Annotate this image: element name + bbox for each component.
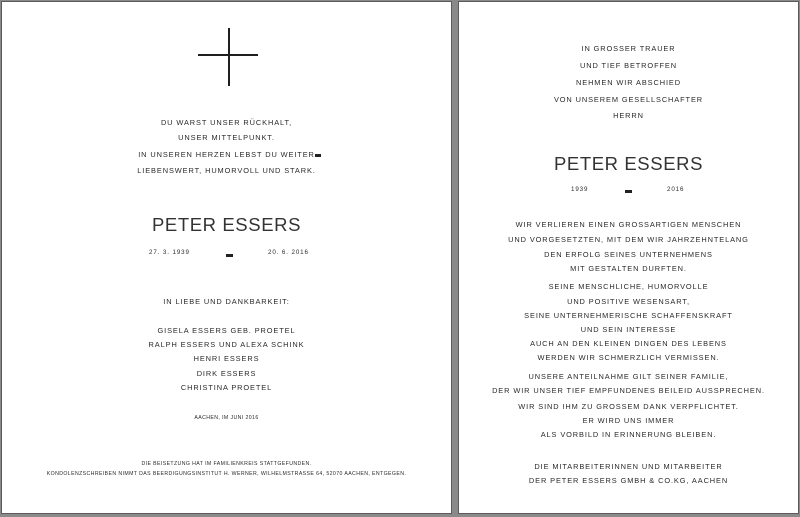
header-line: HERRN: [613, 111, 644, 120]
paragraph-line: ER WIRD UNS IMMER: [582, 416, 675, 425]
family-member: DIRK ESSERS: [196, 369, 257, 378]
death-year: 2016: [667, 186, 685, 193]
family-intro: IN LIEBE UND DANKBARKEIT:: [163, 297, 290, 306]
paragraph-line: UND POSITIVE WESENSART,: [567, 297, 690, 306]
paragraph-line: DER WIR UNSER TIEF EMPFUNDENES BEILEID AUSSPRECHEN.: [492, 386, 765, 395]
place-date: AACHEN, IM JUNI 2016: [194, 415, 259, 421]
birth-year: 1939: [571, 186, 589, 193]
header-line: VON UNSEREM GESELLSCHAFTER: [553, 95, 704, 104]
paragraph-line: UNSERE ANTEILNAHME GILT SEINER FAMILIE,: [528, 372, 729, 381]
header-line: NEHMEN WIR ABSCHIED: [576, 78, 681, 87]
signature-line: DER PETER ESSERS GMBH & CO.KG, AACHEN: [528, 476, 729, 485]
verse-line: IN UNSEREN HERZEN LEBST DU WEITER: [138, 150, 315, 159]
paragraph-line: WIR SIND IHM ZU GROSSEM DANK VERPFLICHTET.: [518, 402, 739, 411]
header-line: UND TIEF BETROFFEN: [580, 61, 677, 70]
paragraph-line: DEN ERFOLG SEINES UNTERNEHMENS: [544, 250, 713, 259]
header-line: IN GROSSER TRAUER: [581, 44, 676, 53]
date-dash: [625, 190, 632, 193]
deceased-name: PETER ESSERS: [151, 214, 302, 235]
verse-line: LIEBENSWERT, HUMORVOLL UND STARK.: [137, 166, 316, 175]
family-member: CHRISTINA PROETEL: [180, 383, 273, 392]
family-member: RALPH ESSERS UND ALEXA SCHINK: [148, 340, 305, 349]
right-obituary-card: [458, 1, 799, 514]
condolence-note: KONDOLENZSCHREIBEN NIMMT DAS BEERDIGUNGSINSTITUT H. WERNER, WILHELMSTRASSE 64, 52070 AACHEN, ENTGEGEN.: [46, 471, 407, 477]
paragraph-line: SEINE UNTERNEHMERISCHE SCHAFFENSKRAFT: [524, 311, 733, 320]
verse-line: UNSER MITTELPUNKT.: [178, 133, 275, 142]
signature-line: DIE MITARBEITERINNEN UND MITARBEITER: [534, 462, 723, 471]
paragraph-line: WERDEN WIR SCHMERZLICH VERMISSEN.: [537, 353, 720, 362]
death-date: 20. 6. 2016: [268, 249, 309, 256]
paragraph-line: UND VORGESETZTEN, MIT DEM WIR JAHRZEHNTELANG: [508, 235, 749, 244]
family-member: GISELA ESSERS GEB. PROETEL: [157, 326, 296, 335]
burial-note: DIE BEISETZUNG HAT IM FAMILIENKREIS STATTGEFUNDEN.: [141, 461, 312, 467]
paragraph-line: ALS VORBILD IN ERINNERUNG BLEIBEN.: [540, 430, 717, 439]
paragraph-line: MIT GESTALTEN DURFTEN.: [570, 264, 687, 273]
left-obituary-card: [1, 1, 452, 514]
dash-mark: [315, 154, 321, 157]
paragraph-line: WIR VERLIEREN EINEN GROSSARTIGEN MENSCHEN: [515, 220, 742, 229]
paragraph-line: SEINE MENSCHLICHE, HUMORVOLLE: [548, 282, 709, 291]
family-member: HENRI ESSERS: [193, 354, 260, 363]
deceased-name: PETER ESSERS: [553, 153, 704, 174]
paragraph-line: AUCH AN DEN KLEINEN DINGEN DES LEBENS: [530, 339, 727, 348]
date-dash: [226, 254, 233, 257]
birth-date: 27. 3. 1939: [149, 249, 190, 256]
paragraph-line: UND SEIN INTERESSE: [580, 325, 677, 334]
verse-line: DU WARST UNSER RÜCKHALT,: [160, 118, 293, 127]
